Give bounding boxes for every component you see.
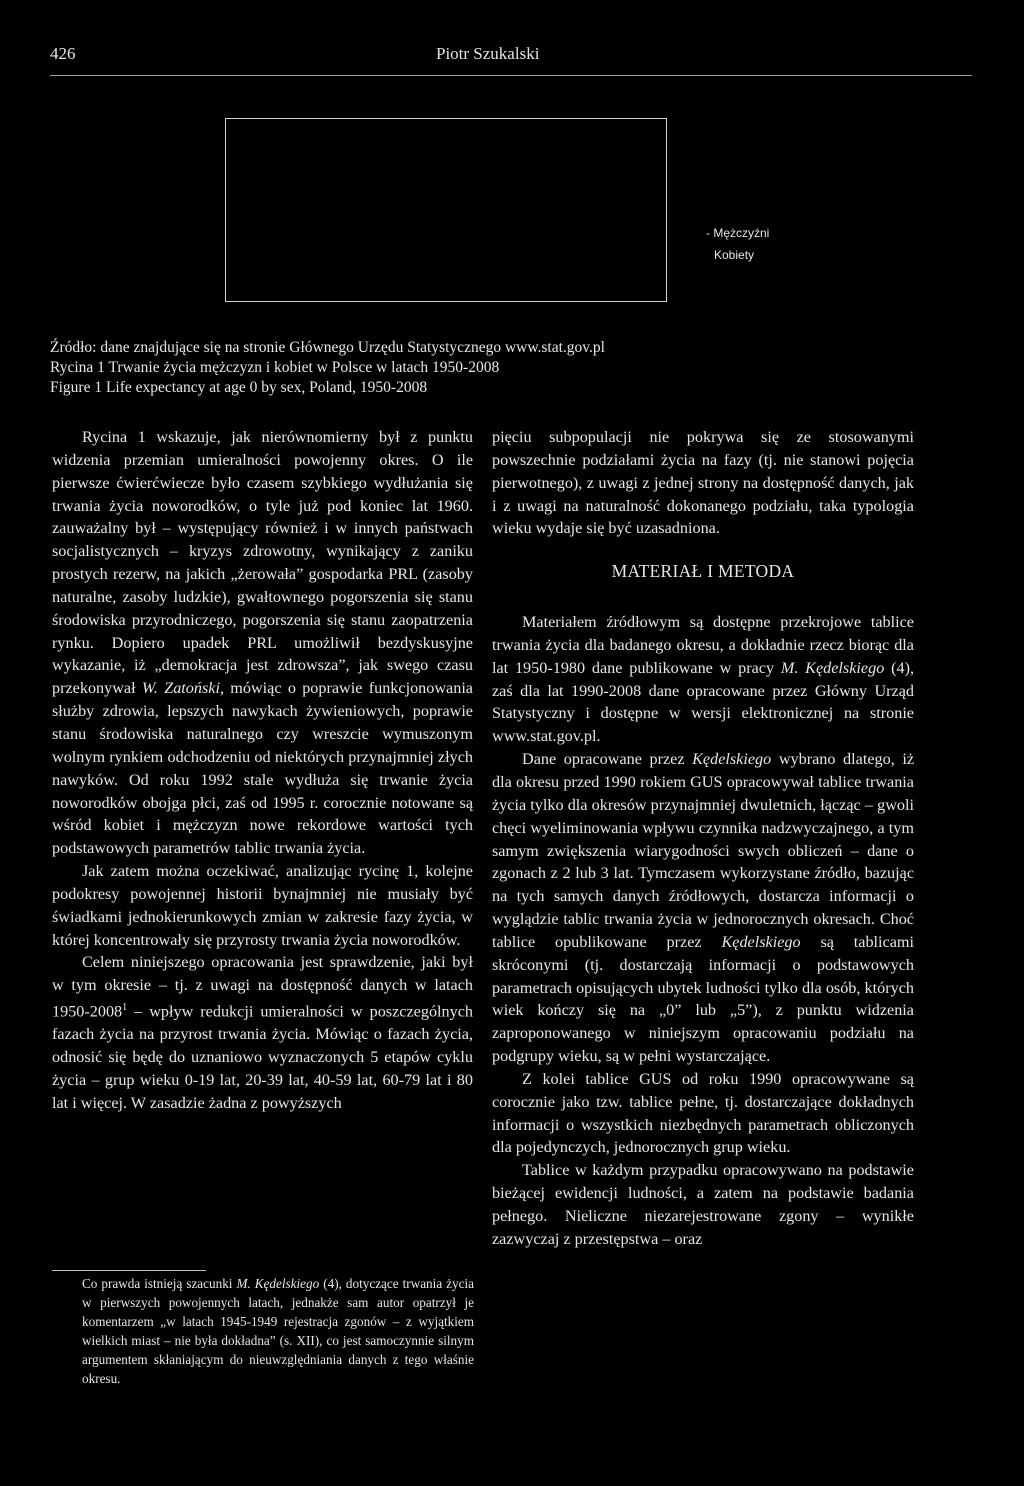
right-p3-italic: Kędelskiego [692,750,772,769]
right-paragraph-3 [492,748,914,1068]
left-paragraph-2: Jak zatem można oczekiwać, analizując rycinę 1, kolejne podokresy powojennej historii bynajmniej nie musiały być świadkami jednokierunkowych zmian w zakresie fazy życia, w której koncentrowały się przyrosty trwania życia noworodków. [52,862,473,949]
footnote-italic: M. Kędelskiego [236,1276,320,1291]
right-p2-head: Materiałem źródłowym są dostępne przekrojowe tablice trwania życia dla badanego okresu, a dokładnie rzecz biorąc dla lat 1950-1980 dane publikowane w pracy [492,613,914,677]
left-column [52,426,473,1115]
left-p1-text: Rycina 1 wskazuje, jak nierównomierny był z punktu widzenia przemian umieralności powojenny okres. O ile pierwsze ćwierćwiecze było czasem szybkiego wydłużania się trwania życia noworodków, o tyle już pod koniec lat 1960. zauważalny był – występujący również i w innych państwach socjalistycznych – kryzys zdrowotny, wynikający z zaniku prostych rezerw, na jakich „żerowała” gospodarka PRL (zasoby naturalne, zasoby ludzkie), gwałtownego pogorszenia się stanu środowiska przyrodniczego, pogorszenia się stanu zaopatrzenia rynku. Dopiero upadek PRL umożliwił bezdyskusyjne wykazanie, iż „demokracja jest zdrowsza”, jak swego czasu przekonywał [52,428,473,698]
header-rule [50,75,972,76]
right-paragraph-5: Tablice w każdym przypadku opracowywano na podstawie bieżącej ewidencji ludności, a zatem na podstawie badania pełnego. Nieliczne niezarejestrowane zgony – wynikłe zazwyczaj z przestępstwa – oraz [492,1161,914,1248]
left-paragraph-1 [52,426,473,860]
right-column [492,426,914,1251]
left-p3-head: Celem niniejszego opracowania jest sprawdzenie, jaki był w tym okresie – tj. z uwagi na dostępność danych w latach 1950-2008 [52,953,473,1021]
right-paragraph-2 [492,611,914,748]
legend-item-men: - Mężczyźni [706,226,770,240]
right-paragraph-1: pięciu subpopulacji nie pokrywa się ze stosowanymi powszechnie podziałami życia na fazy (tj. nie stanowi pojęcia pierwotnego), z uwagi z jednej strony na dostępność danych, jak i z uwagi na naturalność dokonanego podziału, taka typologia wieku wydaje się być uzasadniona. [492,428,914,538]
figure-legend [706,222,769,266]
left-p1-italic: W. Zatoński [141,679,220,698]
footnote-tail: (4), dotyczące trwania życia w pierwszych powojennych latach, jednakże sam autor opatrzył je komentarzem „w latach 1945-1949 rejestracja zgonów – z wyjątkiem wielkich miast – nie była dokładna” (s. XII), co jest samoczynnie silnym argumentem skłaniającym do nieuwzględniania danych z tego właśnie okresu. [82,1276,474,1386]
running-head-author: Piotr Szukalski [436,44,540,63]
right-p3-tail-2: są tablicami skróconymi (tj. dostarczają informacji o podstawowych parametrach opisujących ubytek ludności tylko dla osób, których wiek kończy się na „0” lub „5”), z punktu widzenia zaproponowanego w niniejszym opracowaniu podziału na podgrupy wieku, są w pełni wystarczające. [492,932,915,1066]
footnote-rule [52,1270,206,1271]
left-p1-tail: , mówiąc o poprawie funkcjonowania służby zdrowia, lepszych nawykach żywieniowych, poprawie stanu środowiska naturalnego czy wreszcie wymuszonym wolnym rynkiem odchodzeniu od niektórych przynajmniej złych nawyków. Od roku 1992 stale wydłuża się trwanie życia noworodków obojga płci, zaś od 1995 r. corocznie notowane są wśród kobiet i mężczyzn nowe rekordowe wartości tych podstawowych parametrów tablic trwania życia. [52,679,473,858]
figure-caption-pl: Rycina 1 Trwanie życia mężczyzn i kobiet w Polsce w latach 1950-2008 [50,359,500,376]
right-p2-tail: (4), zaś dla lat 1990-2008 dane opracowane przez Główny Urząd Statystyczny i dostępne w wersji elektronicznej na stronie www.stat.gov.pl. [492,658,915,746]
left-p3-tail: – wpływ redukcji umieralności w poszczególnych fazach życia na przyrost trwania życia. Mówiąc o fazach życia, odnosić się będę do uznaniowo wyznaczonych 5 etapów cyklu życia – grup wieku 0-19 lat, 20-39 lat, 40-59 lat, 60-79 lat i 80 lat i więcej. W zasadzie żadna z powyższych [52,1002,473,1112]
page-number: 426 [50,44,76,63]
footnote-marker: 1 [122,1002,128,1014]
right-p3-head: Dane opracowane przez [522,750,685,769]
footnote [82,1274,474,1388]
legend-item-women: Kobiety [714,248,755,262]
right-p3-italic-2: Kędelskiego [721,932,801,951]
right-p2-italic: M. Kędelskiego [780,658,885,677]
footnote-head: Co prawda istnieją szacunki [82,1276,233,1291]
left-paragraph-3 [52,951,473,1114]
figure-source: Źródło: dane znajdujące się na stronie Głównego Urzędu Statystycznego www.stat.gov.pl [50,339,605,356]
figure-frame [225,118,667,302]
figure-captions [50,338,750,398]
section-heading: MATERIAŁ I METODA [611,561,795,582]
right-paragraph-4: Z kolei tablice GUS od roku 1990 opracowywane są corocznie jako tzw. tablice pełne, tj. dostarczające dokładnych informacji o wszystkich niezbędnych parametrach obliczonych dla pojedynczych, jednorocznych grup wieku. [492,1069,914,1157]
figure-caption-en: Figure 1 Life expectancy at age 0 by sex, Poland, 1950-2008 [50,379,428,396]
right-p3-tail: wybrano dlatego, iż dla okresu przed 1990 rokiem GUS opracowywał tablice trwania życia tylko dla okresów przynajmniej dwuletnich, łącząc – gwoli chęci wyeliminowania wpływu czynnika nadzwyczajnego, a tym samym zwiększenia wiarygodności swych obliczeń – dane o zgonach z 2 lub 3 lat. Tymczasem wykorzystane źródło, bazując na tych samych danych źródłowych, dostarcza informacji o wyglądzie tablic trwania życia w jednorocznych okresach. Choć tablice opublikowane przez [492,750,914,951]
